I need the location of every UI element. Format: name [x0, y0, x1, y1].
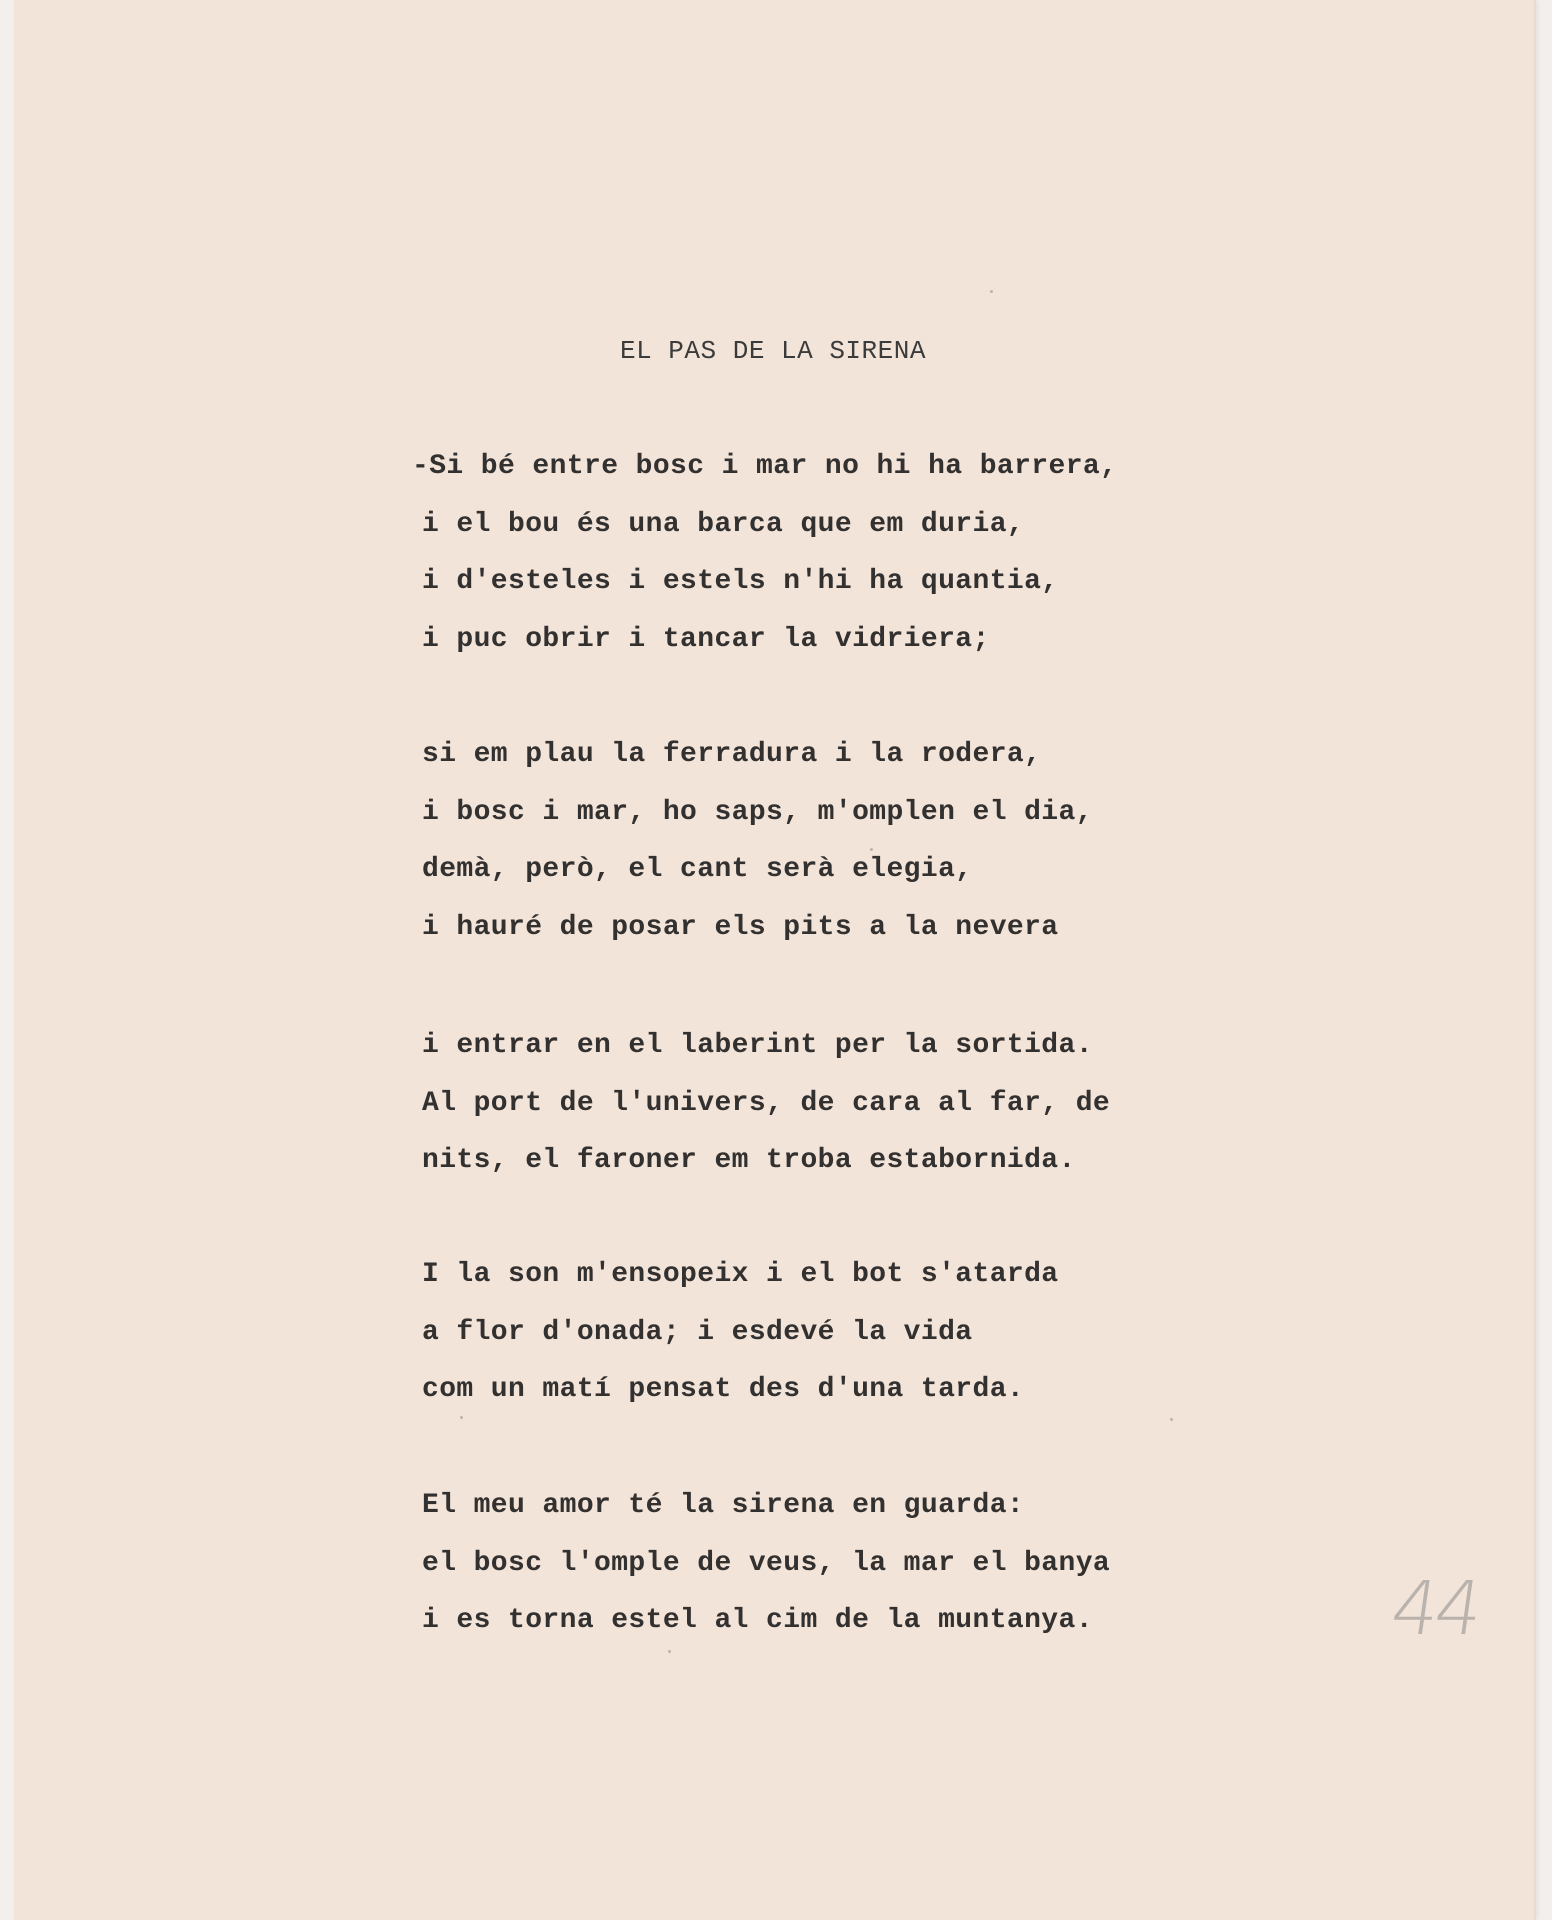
- stanza-1: [412, 438, 1202, 668]
- poem-line: i es torna estel al cim de la muntanya.: [422, 1605, 1093, 1636]
- poem-line: el bosc l'omple de veus, la mar el banya: [422, 1547, 1111, 1579]
- stanza-3: [422, 1017, 1202, 1190]
- poem-line: i hauré de posar els pits a la nevera: [422, 911, 1059, 943]
- poem-line: Al port de l'univers, de cara al far, de: [422, 1087, 1111, 1119]
- paper-speck: [668, 1650, 671, 1653]
- poem-title: EL PAS DE LA SIRENA: [620, 336, 926, 366]
- paper-speck: [460, 1416, 463, 1419]
- poem-line: nits, el faroner em troba estabornida.: [422, 1145, 1076, 1176]
- poem-line: com un matí pensat des d'una tarda.: [422, 1374, 1025, 1405]
- poem-line: El meu amor té la sirena en guarda:: [422, 1490, 1025, 1521]
- poem-line: i entrar en el laberint per la sortida.: [422, 1030, 1093, 1061]
- paper-speck: [870, 848, 873, 851]
- poem-line: i bosc i mar, ho saps, m'omplen el dia,: [422, 796, 1093, 828]
- stanza-4: [422, 1246, 1202, 1419]
- poem-line: -Si bé entre bosc i mar no hi ha barrera,: [412, 451, 1118, 482]
- poem-line: I la son m'ensopeix i el bot s'atarda: [422, 1259, 1059, 1290]
- poem-line: i d'esteles i estels n'hi ha quantia,: [422, 566, 1059, 597]
- stanza-5: [422, 1477, 1202, 1650]
- handwritten-page-number: 44: [1385, 1566, 1485, 1652]
- poem-line: si em plau la ferradura i la rodera,: [422, 739, 1042, 770]
- paper-speck: [990, 290, 993, 293]
- poem-line: i el bou és una barca que em duria,: [422, 508, 1025, 540]
- poem-line: i puc obrir i tancar la vidriera;: [422, 623, 990, 655]
- stanza-2: [422, 726, 1202, 956]
- poem-line: demà, però, el cant serà elegia,: [422, 854, 973, 885]
- poem-line: a flor d'onada; i esdevé la vida: [422, 1316, 973, 1348]
- paper-speck: [1170, 1418, 1173, 1421]
